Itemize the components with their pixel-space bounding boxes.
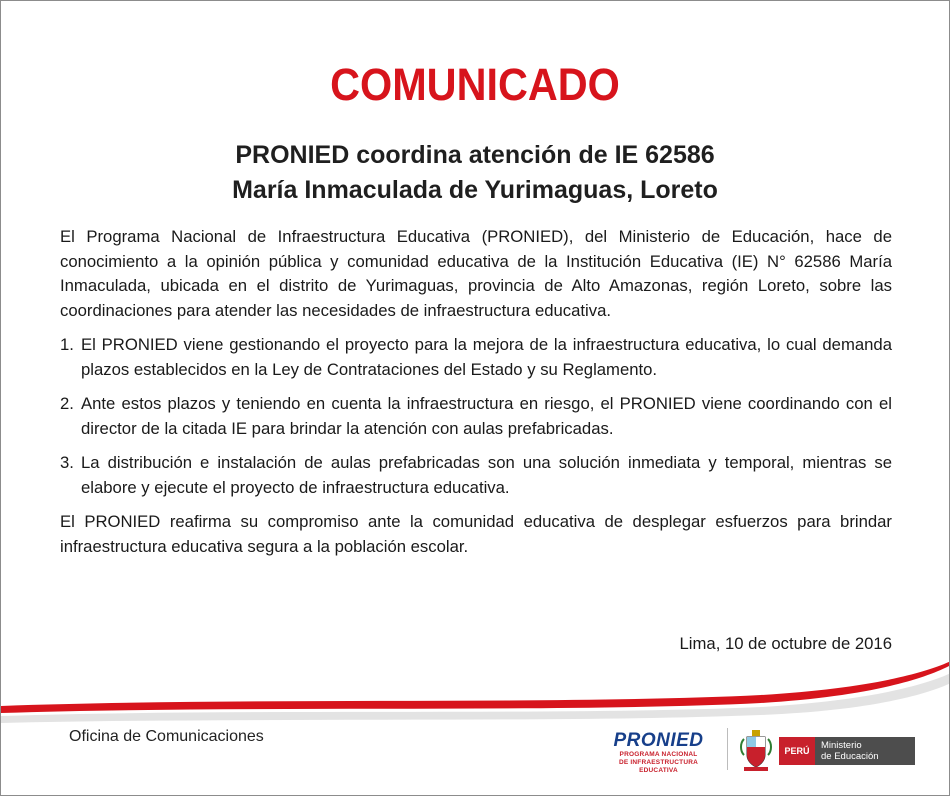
list-item — [60, 333, 892, 382]
pronied-logo-word: PRONIED — [613, 730, 704, 751]
ministry-line-2: de Educación — [821, 751, 879, 762]
subtitle-line-1: PRONIED coordina atención de IE 62586 — [235, 141, 715, 169]
ministry-line-1: Ministerio — [821, 740, 862, 751]
closing-paragraph: El PRONIED reafirma su compromiso ante la comunidad educativa de desplegar esfuerzos para brindar infraestructura educativa segura a la población escolar. — [60, 512, 892, 556]
ministry-badge — [815, 737, 915, 765]
pronied-logo-sub-2: DE INFRAESTRUCTURA EDUCATIVA — [618, 759, 699, 774]
list-item — [60, 392, 892, 441]
intro-paragraph: El Programa Nacional de Infraestructura Educativa (PRONIED), del Ministerio de Educación, hace de conocimiento a la opinión pública y comunidad educativa de la Institución Educativa (IE) N° 62586 María Inmaculada, ubicada en el distrito de Yurimaguas, provincia de Alto Amazonas, región Loreto, sobre las coordinaciones para atender las necesidades de infraestructura educativa. — [60, 227, 892, 320]
subtitle-line-2: María Inmaculada de Yurimaguas, Loreto — [232, 176, 718, 204]
logo-divider — [727, 728, 728, 770]
list-item-text: El PRONIED viene gestionando el proyecto para la mejora de la infraestructura educativa, lo cual demanda plazos establecidos en la Ley de Contrataciones del Estado y su Reglamento. — [81, 335, 892, 379]
list-item-number: 1. — [60, 335, 74, 354]
list-item — [60, 451, 892, 500]
document-title: COMUNICADO — [330, 59, 620, 110]
coat-of-arms-icon — [738, 729, 774, 773]
document-subtitle — [1, 138, 949, 208]
document-date: Lima, 10 de octubre de 2016 — [679, 634, 892, 653]
list-item-text: La distribución e instalación de aulas prefabricadas son una solución inmediata y temporal, mientras se elabore y ejecute el proyecto de infraestructura educativa. — [81, 453, 892, 497]
numbered-list — [60, 333, 892, 500]
list-item-number: 2. — [60, 394, 74, 413]
list-item-number: 3. — [60, 453, 74, 472]
pronied-logo — [601, 731, 716, 776]
pronied-logo-sub-1: PROGRAMA NACIONAL — [619, 751, 698, 758]
list-item-text: Ante estos plazos y teniendo en cuenta la infraestructura en riesgo, el PRONIED viene coordinando con el director de la citada IE para brindar la atención con aulas prefabricadas. — [81, 394, 892, 438]
document-body — [60, 225, 892, 569]
peru-badge: PERÚ — [779, 737, 815, 765]
office-label: Oficina de Comunicaciones — [69, 728, 264, 745]
